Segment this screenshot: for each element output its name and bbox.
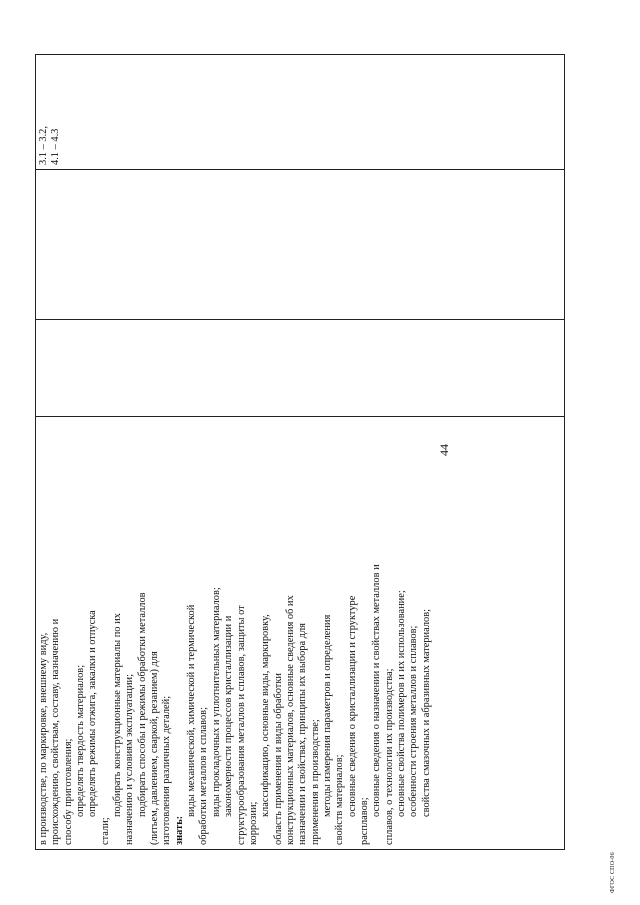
text-line: расплавов; <box>358 797 370 845</box>
text-line: основные сведения о кристаллизации и структуре <box>346 595 358 817</box>
empty-cell-3 <box>36 170 565 320</box>
text-line: закономерности процессов кристаллизации и <box>223 615 235 817</box>
footer-code: ФГОС СПО-06 <box>610 852 616 893</box>
skills-text-block <box>36 417 435 849</box>
text-line: определять твердость материалов; <box>75 664 87 817</box>
text-line: особенности строения металлов и сплавов; <box>408 625 420 817</box>
page-number: 44 <box>437 444 451 456</box>
text-line: в производстве, по маркировке, внешнему виду, <box>38 632 49 845</box>
text-line: изготовления различных деталей; <box>161 695 173 845</box>
text-line: подбирать конструкционные материалы по их <box>112 613 124 817</box>
text-line: назначении и свойствах, принципы их выбора для <box>297 623 309 845</box>
skills-cell <box>36 417 565 850</box>
text-line: определять режимы отжига, закалки и отпуска <box>87 610 99 817</box>
text-line: виды механической, химической и термической <box>186 604 198 817</box>
competency-code: 3.1 – 3.2, <box>38 126 49 165</box>
text-line: назначению и условиям эксплуатации; <box>124 674 136 845</box>
text-line: (литьем, давлением, сваркой, резанием) для <box>149 651 161 845</box>
table-row <box>36 55 565 850</box>
standards-table <box>35 54 565 850</box>
text-line: свойства смазочных и абразивных материалов; <box>420 609 432 817</box>
competency-code: 4.1 – 4.3 <box>50 128 62 165</box>
text-line: обработки металлов и сплавов; <box>198 707 210 845</box>
text-line: методы измерения параметров и определения <box>321 614 333 817</box>
text-line: свойств материалов; <box>334 754 346 845</box>
text-line: основные свойства полимеров и их использование; <box>395 590 407 817</box>
text-line: коррозии; <box>247 801 259 845</box>
text-line: конструкционных материалов, основные сведения об их <box>284 595 296 845</box>
text-line: основные сведения о назначении и свойствах металлов и <box>371 564 383 817</box>
text-line: классификацию, основные виды, маркировку, <box>260 614 272 817</box>
text-line: способу приготовления; <box>62 738 74 845</box>
text-line: подбирать способы и режимы обработки металлов <box>136 592 148 817</box>
text-line: знать: <box>173 815 185 845</box>
text-line: происхождению, свойствам, составу, назначению и <box>50 618 62 845</box>
text-line: область применения и виды обработки <box>272 673 284 845</box>
competency-cell <box>36 55 565 170</box>
text-line: структурообразования металлов и сплавов, защиты от <box>235 605 247 845</box>
empty-cell-2 <box>36 320 565 417</box>
text-line: применения в производстве; <box>309 719 321 845</box>
text-line: стали; <box>99 817 111 845</box>
text-line: сплавов, о технологии их производства; <box>383 668 395 845</box>
text-line: виды прокладочных и уплотнительных материалов; <box>210 587 222 817</box>
